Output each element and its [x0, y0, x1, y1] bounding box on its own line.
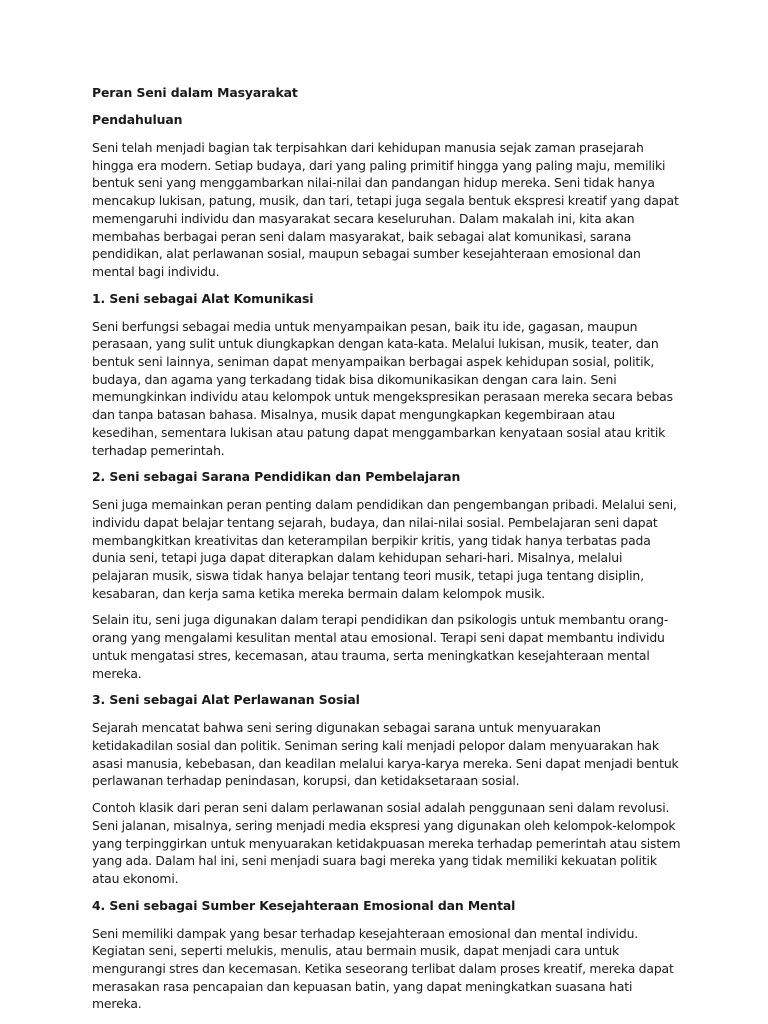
paragraph: Contoh klasik dari peran seni dalam perlawanan sosial adalah penggunaan seni dalam revolusi. Seni jalanan, misalnya, sering menjadi media ekspresi yang digunakan oleh kelompok-kelompok yang terpinggirkan untuk menyuarakan ketidakpuasan mereka terhadap pemerintah atau sistem yang ada. Dalam hal ini, seni menjadi suara bagi mereka yang tidak memiliki kekuatan politik atau ekonomi. — [92, 800, 681, 886]
paragraph: Selain itu, seni juga digunakan dalam terapi pendidikan dan psikologis untuk membantu orang-orang yang mengalami kesulitan mental atau emosional. Terapi seni dapat membantu individu untuk mengatasi stres, kecemasan, atau trauma, serta meningkatkan kesejahteraan mental mereka. — [92, 612, 669, 681]
document-title: Peran Seni dalam Masyarakat — [92, 85, 298, 100]
section-heading-pendahuluan: Pendahuluan — [92, 112, 183, 127]
paragraph: Seni juga memainkan peran penting dalam pendidikan dan pengembangan pribadi. Melalui seni, individu dapat belajar tentang sejarah, budaya, dan nilai-nilai sosial. Pembelajaran seni dapat membangkitkan kreativitas dan keterampilan berpikir kritis, yang tidak hanya terbatas pada dunia seni, tetapi juga dapat diterapkan dalam kehidupan sehari-hari. Misalnya, melalui pelajaran musik, siswa tidak hanya belajar tentang teori musik, tetapi juga tentang disiplin, kesabaran, dan kerja sama ketika mereka bermain dalam kelompok musik. — [92, 497, 677, 601]
section-heading-kesejahteraan: 4. Seni sebagai Sumber Kesejahteraan Emosional dan Mental — [92, 897, 516, 913]
document-page — [92, 84, 682, 1022]
paragraph: Seni telah menjadi bagian tak terpisahkan dari kehidupan manusia sejak zaman prasejarah hingga era modern. Setiap budaya, dari yang paling primitif hingga yang paling maju, memiliki bentuk seni yang menggambarkan nilai-nilai dan pandangan hidup mereka. Seni tidak hanya mencakup lukisan, patung, musik, dan tari, tetapi juga segala bentuk ekspresi kreatif yang dapat memengaruhi individu dan masyarakat secara keseluruhan. Dalam makalah ini, kita akan membahas berbagai peran seni dalam masyarakat, baik sebagai alat komunikasi, sarana pendidikan, alat perlawanan sosial, maupun sebagai sumber kesejahteraan emosional dan mental bagi individu. — [92, 140, 679, 279]
section-heading-pendidikan: 2. Seni sebagai Sarana Pendidikan dan Pembelajaran — [92, 469, 461, 485]
section-heading-komunikasi: 1. Seni sebagai Alat Komunikasi — [92, 290, 314, 306]
paragraph: Seni memiliki dampak yang besar terhadap kesejahteraan emosional dan mental individu. Kegiatan seni, seperti melukis, menulis, atau bermain musik, dapat menjadi cara untuk mengurangi stres dan kecemasan. Ketika seseorang terlibat dalam proses kreatif, mereka dapat merasakan rasa pencapaian dan kepuasan batin, yang dapat meningkatkan suasana hati mereka. — [92, 925, 674, 1012]
section-heading-perlawanan: 3. Seni sebagai Alat Perlawanan Sosial — [92, 692, 360, 708]
paragraph: Seni berfungsi sebagai media untuk menyampaikan pesan, baik itu ide, gagasan, maupun perasaan, yang sulit untuk diungkapkan dengan kata-kata. Melalui lukisan, musik, teater, dan bentuk seni lainnya, seniman dapat menyampaikan berbagai aspek kehidupan sosial, politik, budaya, dan agama yang terkadang tidak bisa dikomunikasikan dengan cara lain. Seni memungkinkan individu atau kelompok untuk mengekspresikan perasaan mereka secara bebas dan tanpa batasan bahasa. Misalnya, musik dapat mengungkapkan kegembiraan atau kesedihan, sementara lukisan atau patung dapat menggambarkan kenyataan sosial atau kritik terhadap pemerintah. — [92, 318, 673, 458]
paragraph: Sejarah mencatat bahwa seni sering digunakan sebagai sarana untuk menyuarakan ketidakadilan sosial dan politik. Seniman sering kali menjadi pelopor dalam menyuarakan hak asasi manusia, kebebasan, dan keadilan melalui karya-karya mereka. Seni dapat menjadi bentuk perlawanan terhadap penindasan, korupsi, dan ketidaksetaraan sosial. — [92, 720, 679, 789]
